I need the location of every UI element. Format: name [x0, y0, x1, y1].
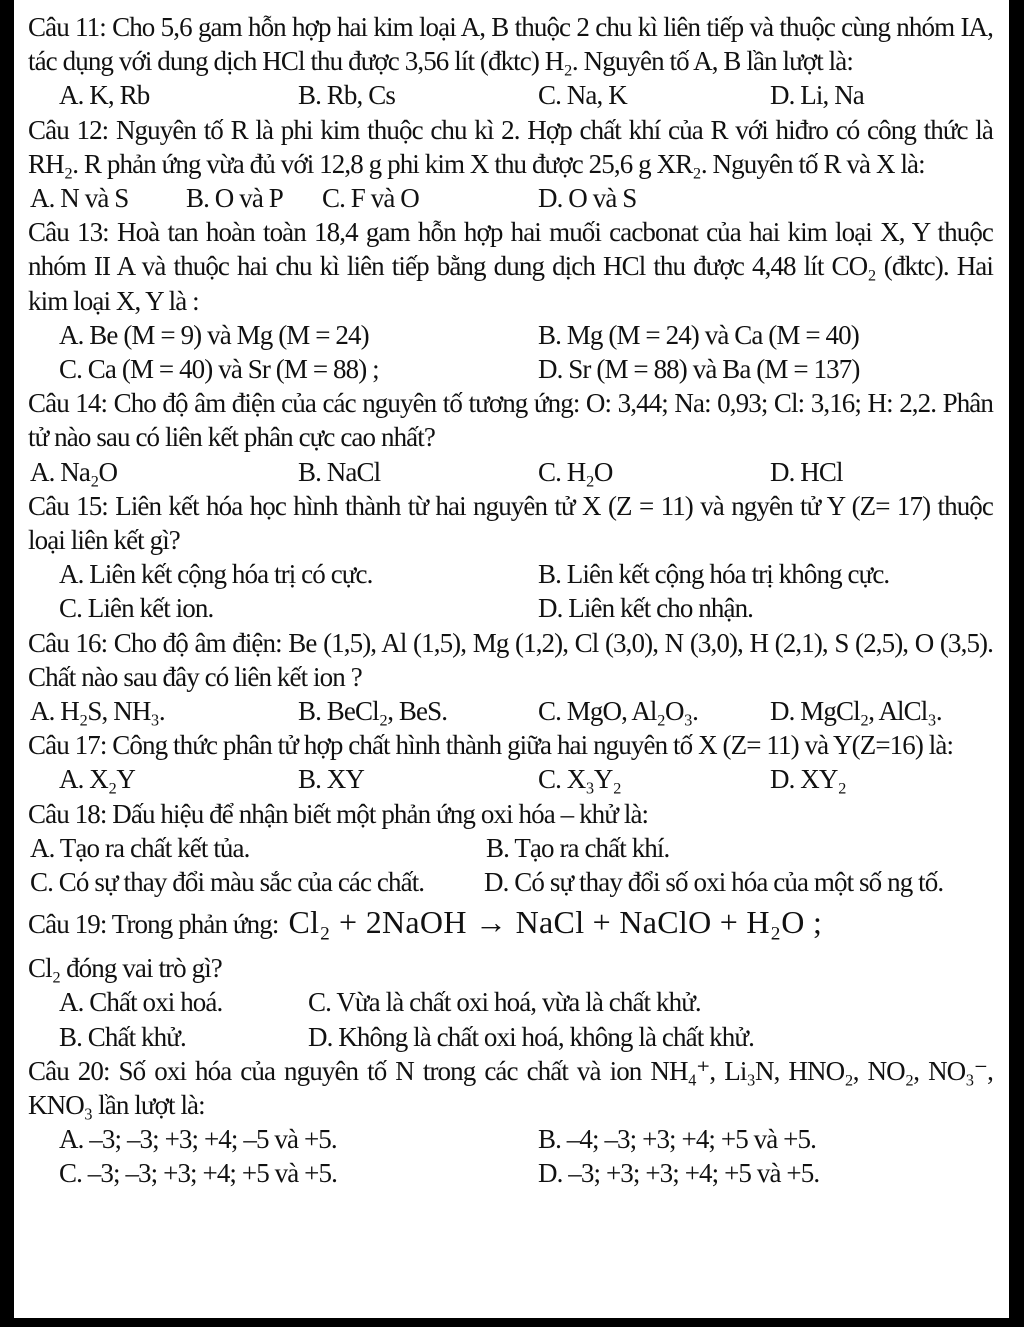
options-row: [28, 455, 993, 489]
question-16: [28, 626, 993, 729]
option-b: B. Chất khử.: [59, 1021, 186, 1052]
option-c: C. –3; –3; +3; +4; +5 và +5.: [59, 1158, 337, 1189]
option-c: C. H₂O: [538, 456, 613, 487]
option-d: D. Li, Na: [770, 80, 864, 111]
options-row: [28, 318, 993, 352]
option-c: C. MgO, Al₂O₃.: [538, 695, 698, 726]
option-b: B. BeCl₂, BeS.: [298, 695, 448, 726]
option-a: A. Chất oxi hoá.: [59, 987, 223, 1018]
document-page: [14, 0, 1009, 1318]
option-d: D. –3; +3; +3; +4; +5 và +5.: [538, 1158, 820, 1189]
option-a: A. X₂Y: [59, 764, 136, 795]
question-19: [28, 905, 993, 1054]
question-14: [28, 386, 993, 489]
option-b: B. NaCl: [298, 456, 381, 487]
question-13: [28, 215, 993, 386]
option-d: D. MgCl₂, AlCl₃.: [770, 695, 942, 726]
option-a: A. Na₂O: [30, 456, 118, 487]
option-a: A. Be (M = 9) và Mg (M = 24): [59, 319, 369, 350]
options-row: [28, 591, 993, 625]
question-stem-continued: Cl₂ đóng vai trò gì?: [28, 953, 222, 984]
option-b: B. Liên kết cộng hóa trị không cực.: [538, 559, 890, 590]
question-stem: Câu 14: Cho độ âm điện của các nguyên tố tương ứng: O: 3,44; Na: 0,93; Cl: 3,16; H: 2,2. Phân tử nào sau có liên kết phân cực cao nhất?: [28, 388, 993, 453]
option-d: D. O và S: [538, 183, 637, 213]
options-row: [28, 78, 993, 112]
question-stem-line: [28, 905, 993, 951]
option-d: D. Sr (M = 88) và Ba (M = 137): [538, 353, 860, 384]
option-b: B. Tạo ra chất khí.: [486, 832, 670, 863]
option-d: D. Có sự thay đổi số oxi hóa của một số ng tố.: [484, 866, 944, 897]
option-d: D. Không là chất oxi hoá, không là chất khử.: [308, 1021, 754, 1052]
question-11: [28, 10, 993, 113]
question-20: [28, 1054, 993, 1191]
options-row: [28, 831, 993, 865]
question-17: [28, 728, 993, 796]
option-b: B. –4; –3; +3; +4; +5 và +5.: [538, 1124, 816, 1155]
options-row: [28, 557, 993, 591]
question-stem: Câu 15: Liên kết hóa học hình thành từ hai nguyên tử X (Z = 11) và ngyên tử Y (Z= 17) thuộc loại liên kết gì?: [28, 490, 993, 555]
question-stem: Câu 16: Cho độ âm điện: Be (1,5), Al (1,5), Mg (1,2), Cl (3,0), N (3,0), H (2,1), S (2,5), O (3,5). Chất nào sau đây có liên kết ion ?: [28, 627, 993, 692]
option-b: B. O và P: [186, 183, 283, 213]
option-a: A. K, Rb: [59, 80, 150, 111]
option-c: C. Ca (M = 40) và Sr (M = 88) ;: [59, 353, 379, 384]
options-row: [28, 1020, 993, 1054]
option-c: C. Vừa là chất oxi hoá, vừa là chất khử.: [308, 987, 701, 1018]
options-row: [28, 352, 993, 386]
option-c: C. Có sự thay đổi màu sắc của các chất.: [30, 866, 425, 897]
option-c: C. F và O: [322, 183, 419, 213]
question-stem: Câu 11: Cho 5,6 gam hỗn hợp hai kim loại A, B thuộc 2 chu kì liên tiếp và thuộc cùng nhóm IA, tác dụng với dung dịch HCl thu được 3,56 lít (đktc) H₂. Nguyên tố A, B lần lượt là:: [28, 12, 993, 77]
options-row: [28, 1122, 993, 1156]
option-a: A. Tạo ra chất kết tủa.: [30, 832, 250, 863]
question-stem: Câu 19: Trong phản ứng:: [28, 909, 279, 940]
question-15: [28, 489, 993, 626]
option-c: C. Na, K: [538, 80, 627, 111]
question-stem: Câu 17: Công thức phân tử hợp chất hình thành giữa hai nguyên tố X (Z= 11) và Y(Z=16) là:: [28, 730, 954, 761]
option-d: D. XY₂: [770, 764, 847, 795]
question-stem: Câu 18: Dấu hiệu để nhận biết một phản ứng oxi hóa – khử là:: [28, 798, 649, 829]
option-c: C. Liên kết ion.: [59, 593, 214, 624]
option-b: B. Rb, Cs: [298, 80, 395, 111]
question-stem: Câu 13: Hoà tan hoàn toàn 18,4 gam hỗn hợp hai muối cacbonat của hai kim loại X, Y thuộc nhóm II A và thuộc hai chu kì liên tiếp bằng dung dịch HCl thu được 4,48 lít CO₂ (đktc). Hai kim loại X, Y là :: [28, 217, 993, 316]
option-a: A. H₂S, NH₃.: [30, 695, 165, 726]
option-b: B. Mg (M = 24) và Ca (M = 40): [538, 319, 859, 350]
options-row: [28, 1156, 993, 1190]
option-a: A. –3; –3; +3; +4; –5 và +5.: [59, 1124, 337, 1155]
option-a: A. Liên kết cộng hóa trị có cực.: [59, 559, 373, 590]
option-a: A. N và S: [30, 183, 129, 213]
options-row: [28, 694, 993, 728]
option-c: C. X₃Y₂: [538, 764, 622, 795]
question-18: [28, 797, 993, 900]
reaction-equation: Cl₂ + 2NaOH → NaCl + NaClO + H₂O ;: [288, 904, 823, 941]
question-12: [28, 113, 993, 216]
option-b: B. XY: [298, 764, 365, 795]
options-row: [28, 181, 993, 215]
question-list: [28, 10, 993, 1190]
question-stem: Câu 20: Số oxi hóa của nguyên tố N trong các chất và ion NH₄⁺, Li₃N, HNO₂, NO₂, NO₃⁻, KNO₃ lần lượt là:: [28, 1055, 993, 1120]
option-d: D. Liên kết cho nhận.: [538, 593, 754, 624]
options-row: [28, 865, 993, 899]
options-row: [28, 762, 993, 796]
question-stem: Câu 12: Nguyên tố R là phi kim thuộc chu kì 2. Hợp chất khí của R với hiđro có công thức là RH₂. R phản ứng vừa đủ với 12,8 g phi kim X thu được 25,6 g XR₂. Nguyên tố R và X là:: [28, 114, 993, 179]
options-row: [28, 985, 993, 1019]
option-d: D. HCl: [770, 456, 843, 487]
